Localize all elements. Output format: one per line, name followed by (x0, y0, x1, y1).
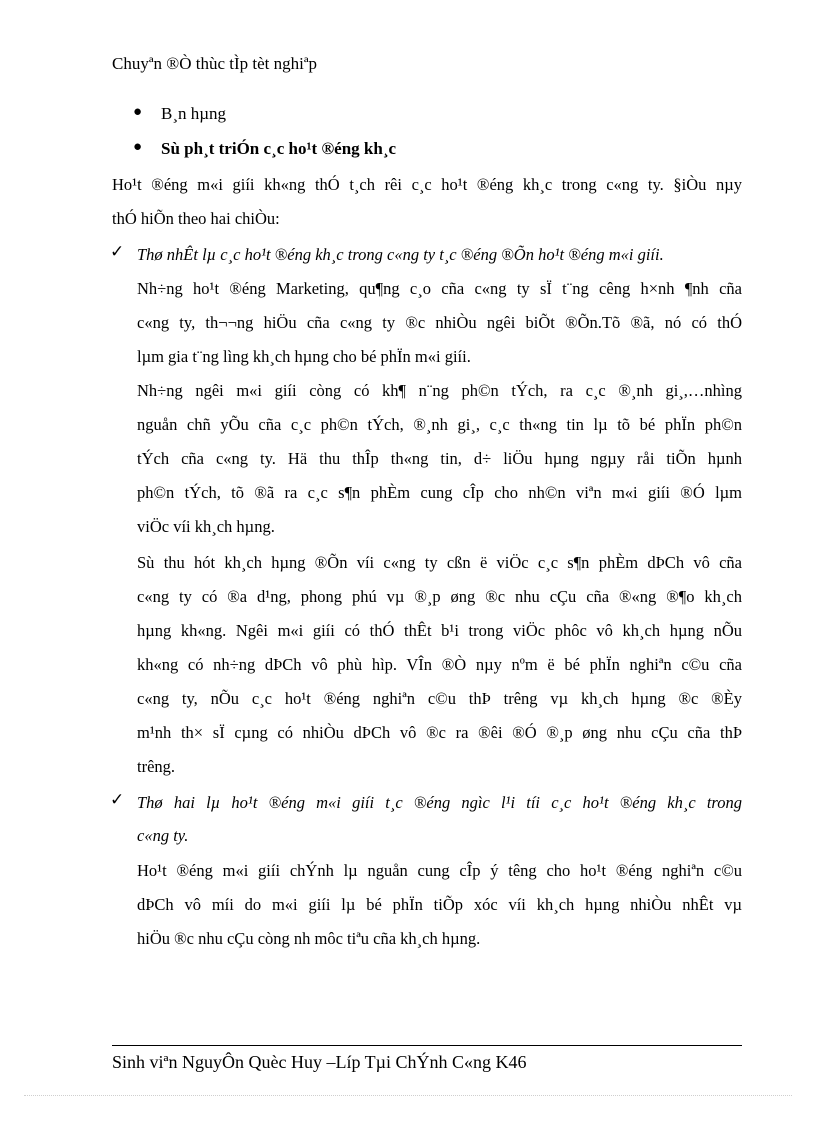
check-icon: ✓ (110, 242, 125, 261)
text-line: Nh÷ng ho¹t ®éng Marketing, qu¶ng c¸o cña c«ng ty sÏ t¨ng cêng h×nh ¶nh cña (137, 279, 742, 298)
check-item-heading: c«ng ty. (137, 826, 189, 845)
text-line: hiÖu ®c nhu cÇu còng nh môc tiªu cña kh¸ch hµng. (137, 929, 481, 948)
page-header: Chuyªn ®Ò thùc tÌp tèt nghiªp (112, 54, 318, 73)
text-line: Ho¹t ®éng m«i giíi chÝnh lµ nguån cung cÎp ý têng cho ho¹t ®éng nghiªn c©u (137, 861, 742, 880)
text-line: thÓ hiÕn theo hai chiÒu: (112, 209, 280, 228)
text-line: kh«ng có nh÷ng dÞCh vô phù hìp. VÎn ®Ò nµy nºm ë bé phÏn nghiªn c©u cña (137, 655, 742, 674)
text-line: c«ng ty, nÕu c¸c ho¹t ®éng nghiªn c©u thÞ trêng vµ kh¸ch hµng ®c ®Èy (137, 689, 742, 708)
text-line: c«ng ty, th¬¬ng hiÖu cña c«ng ty ®c nhiÒu ngêi biÕt ®Õn.Tõ ®ã, nó có thÓ (137, 313, 742, 332)
bullet-text: B¸n hµng (161, 104, 227, 123)
text-line: c«ng ty có ®a d¹ng, phong phú vµ ®¸p øng ®c nhu cÇu cña ®«ng ®¶o kh¸ch (137, 587, 742, 606)
page-footer: Sinh viªn NguyÔn Quèc Huy –Líp Tµi ChÝnh C«ng K46 (112, 1052, 527, 1072)
text-line: nguån chñ yÕu cña c¸c ph©n tÝch, ®¸nh gi¸, c¸c th«ng tin lµ tõ bé phÏn ph©n (137, 415, 742, 434)
text-line: Ho¹t ®éng m«i giíi kh«ng thÓ t¸ch rêi c¸c ho¹t ®éng kh¸c trong c«ng ty. §iÒu nµy (112, 175, 742, 194)
footer-rule (112, 1045, 742, 1046)
check-item-heading: Thø hai lµ ho¹t ®éng m«i giíi t¸c ®éng ngìc l¹i tíi c¸c ho¹t ®éng kh¸c trong (137, 793, 742, 812)
text-line: viÖc víi kh¸ch hµng. (137, 517, 275, 536)
text-line: ph©n tÝch, tõ ®ã ra c¸c s¶n phÈm cung cÎp cho nh©n viªn m«i giíi ®Ó lµm (137, 483, 742, 502)
text-line: Sù thu hót kh¸ch hµng ®Õn víi c«ng ty cßn ë viÖc c¸c s¶n phÈm dÞCh vô cña (137, 553, 742, 572)
bullet-dot-icon: ● (133, 104, 143, 120)
text-line: dÞCh vô míi do m«i giíi lµ bé phÏn tiÕp xóc víi kh¸ch hµng nhiÒu nhÊt vµ (137, 895, 742, 914)
check-item-heading: Thø nhÊt lµ c¸c ho¹t ®éng kh¸c trong c«ng ty t¸c ®éng ®Õn ho¹t ®éng m«i giíi. (137, 245, 664, 264)
page-bottom-border (24, 1095, 792, 1096)
bullet-dot-icon: ● (133, 139, 143, 155)
bullet-text-bold: Sù ph¸t triÓn c¸c ho¹t ®éng kh¸c (161, 139, 397, 158)
text-line: Nh÷ng ngêi m«i giíi còng có kh¶ n¨ng ph©n tÝch, ra c¸c ®¸nh gi¸,…nhìng (137, 381, 742, 400)
check-icon: ✓ (110, 790, 125, 809)
text-line: trêng. (137, 757, 176, 776)
text-line: tÝch cña c«ng ty. Hä thu thÎp th«ng tin, d÷ liÖu hµng ngµy råi tiÕn hµnh (137, 449, 742, 468)
text-line: m¹nh th× sÏ cµng có nhiÒu dÞCh vô ®c ra ®êi ®Ó ®¸p øng nhu cÇu cña thÞ (137, 723, 742, 742)
text-line: hµng kh«ng. Ngêi m«i giíi có thÓ thÊt b¹i trong viÖc phôc vô kh¸ch hµng nÕu (137, 621, 742, 640)
text-line: lµm gia t¨ng lìng kh¸ch hµng cho bé phÏn m«i giíi. (137, 347, 471, 366)
